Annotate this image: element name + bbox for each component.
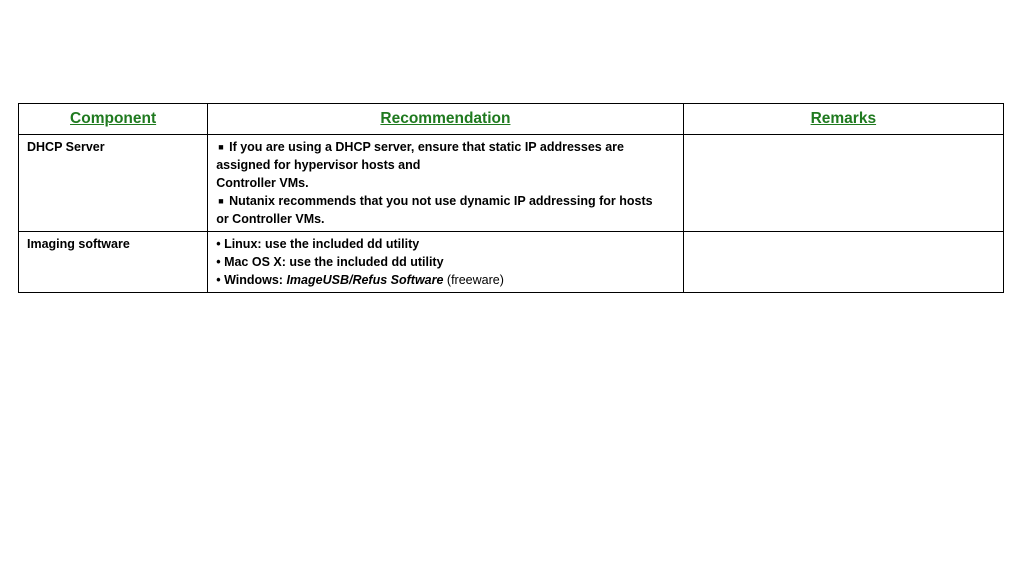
bullet-item — [216, 235, 674, 253]
requirements-table — [18, 103, 1004, 293]
cell-recommendation — [208, 135, 683, 232]
bullet-text: If you are using a DHCP server, ensure that static IP addresses are — [229, 140, 624, 154]
bullet-text: Nutanix recommends that you not use dynamic IP addressing for hosts — [229, 194, 653, 208]
bullet-continuation: Controller VMs. — [216, 176, 309, 190]
bullet-text: Linux: use the included dd utility — [224, 237, 420, 251]
round-bullet-icon: • — [216, 273, 221, 287]
header-component: Component — [19, 104, 208, 135]
license-note: (freeware) — [446, 273, 504, 287]
square-bullet-icon: ■ — [218, 142, 224, 152]
header-row — [19, 104, 1004, 135]
bullet-text: Mac OS X: use the included dd utility — [224, 255, 444, 269]
bullet-item — [216, 271, 674, 289]
bullet-continuation: or Controller VMs. — [216, 212, 325, 226]
table-row — [19, 135, 1004, 232]
bullet-item — [216, 138, 674, 156]
cell-remarks — [683, 135, 1003, 232]
table-row — [19, 232, 1004, 293]
software-name: ImageUSB/Refus Software — [286, 273, 444, 287]
bullet-item — [216, 192, 674, 210]
bullet-continuation: assigned for hypervisor hosts and — [216, 158, 421, 172]
header-recommendation: Recommendation — [208, 104, 683, 135]
cell-component: Imaging software — [19, 232, 208, 293]
round-bullet-icon: • — [216, 255, 221, 269]
cell-remarks — [683, 232, 1003, 293]
round-bullet-icon: • — [216, 237, 221, 251]
cell-component: DHCP Server — [19, 135, 208, 232]
header-remarks: Remarks — [683, 104, 1003, 135]
bullet-item — [216, 253, 674, 271]
cell-recommendation — [208, 232, 683, 293]
bullet-text: Windows: — [224, 273, 283, 287]
square-bullet-icon: ■ — [218, 196, 224, 206]
